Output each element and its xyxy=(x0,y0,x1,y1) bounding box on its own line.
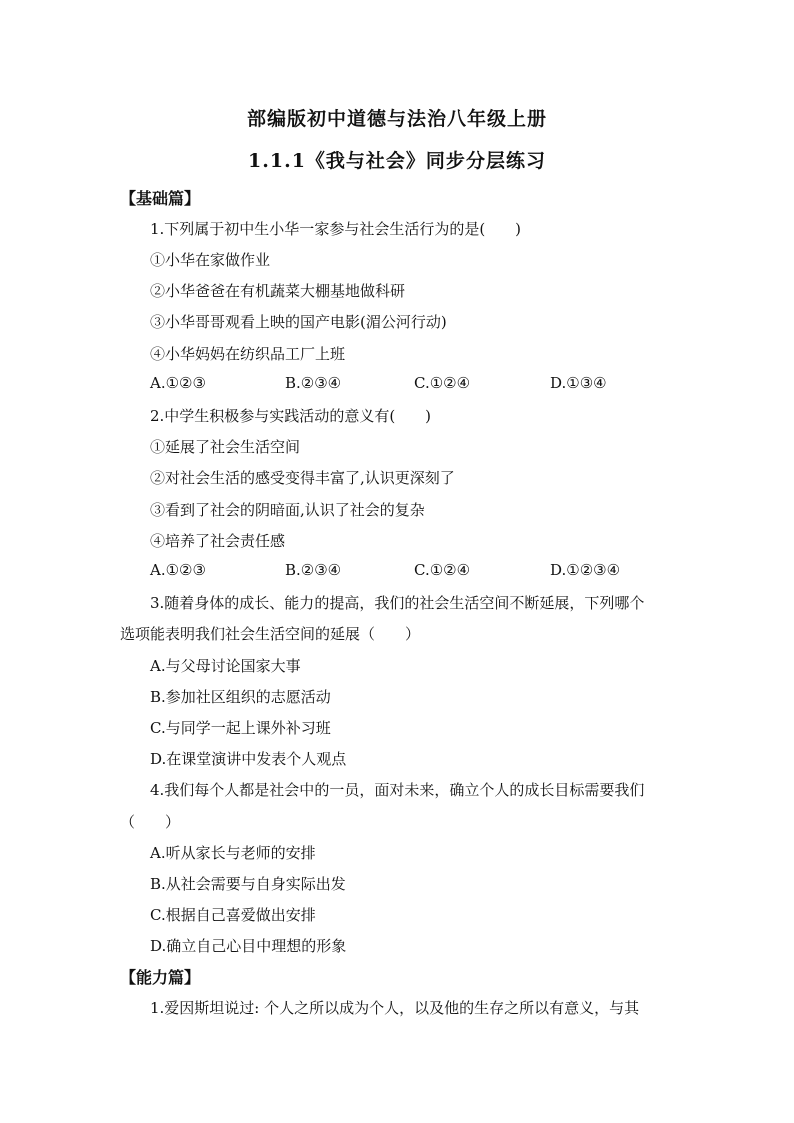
question-1-item-1: ①小华在家做作业 xyxy=(150,251,271,269)
question-2-item-3: ③看到了社会的阴暗面,认识了社会的复杂 xyxy=(150,501,425,519)
question-4-option-a: A.听从家长与老师的安排 xyxy=(150,844,316,862)
question-4-option-c: C.根据自己喜爱做出安排 xyxy=(150,906,316,924)
section-heading-basic: 【基础篇】 xyxy=(120,189,201,208)
question-1-item-2: ②小华爸爸在有机蔬菜大棚基地做科研 xyxy=(150,282,406,300)
question-3-option-b: B.参加社区组织的志愿活动 xyxy=(150,688,331,706)
question-2-option-c: C.①②④ xyxy=(414,561,471,579)
question-3-option-c: C.与同学一起上课外补习班 xyxy=(150,719,331,737)
question-2-options xyxy=(150,561,710,583)
question-1-options xyxy=(150,374,710,396)
document-title: 部编版初中道德与法治八年级上册 xyxy=(246,108,547,130)
question-1-item-3: ③小华哥哥观看上映的国产电影(湄公河行动) xyxy=(150,313,447,331)
question-2-option-b: B.②③④ xyxy=(285,561,342,579)
question-2-option-a: A.①②③ xyxy=(150,561,206,579)
question-2-item-2: ②对社会生活的感受变得丰富了,认识更深刻了 xyxy=(150,469,455,487)
document-subtitle: 1.1.1《我与社会》同步分层练习 xyxy=(248,150,546,172)
question-3-stem-line-1: 3.随着身体的成长、能力的提高，我们的社会生活空间不断延展，下列哪个 xyxy=(150,594,645,612)
section-heading-ability: 【能力篇】 xyxy=(120,968,201,987)
question-4-stem-line-1: 4.我们每个人都是社会中的一员，面对未来，确立个人的成长目标需要我们 xyxy=(150,781,645,799)
question-4-option-b: B.从社会需要与自身实际出发 xyxy=(150,875,346,893)
question-1-item-4: ④小华妈妈在纺织品工厂上班 xyxy=(150,345,346,363)
question-1-option-b: B.②③④ xyxy=(285,374,342,392)
question-3-option-d: D.在课堂演讲中发表个人观点 xyxy=(150,750,347,768)
question-2-item-1: ①延展了社会生活空间 xyxy=(150,438,301,456)
question-1-option-d: D.①③④ xyxy=(550,374,607,392)
question-4-option-d: D.确立自己心目中理想的形象 xyxy=(150,937,347,955)
question-2-option-d: D.①②③④ xyxy=(550,561,621,579)
question-1-option-c: C.①②④ xyxy=(414,374,471,392)
ability-question-1-stem: 1.爱因斯坦说过: 个人之所以成为个人，以及他的生存之所以有意义，与其 xyxy=(150,999,640,1017)
question-1-stem: 1.下列属于初中生小华一家参与社会生活行为的是( ) xyxy=(150,220,522,238)
question-3-option-a: A.与父母讨论国家大事 xyxy=(150,657,301,675)
question-2-item-4: ④培养了社会责任感 xyxy=(150,532,286,550)
question-1-option-a: A.①②③ xyxy=(150,374,206,392)
question-3-stem-line-2: 选项能表明我们社会生活空间的延展（ ） xyxy=(120,625,421,643)
question-2-stem: 2.中学生积极参与实践活动的意义有( ) xyxy=(150,407,432,425)
question-4-stem-line-2: （ ） xyxy=(120,813,181,831)
